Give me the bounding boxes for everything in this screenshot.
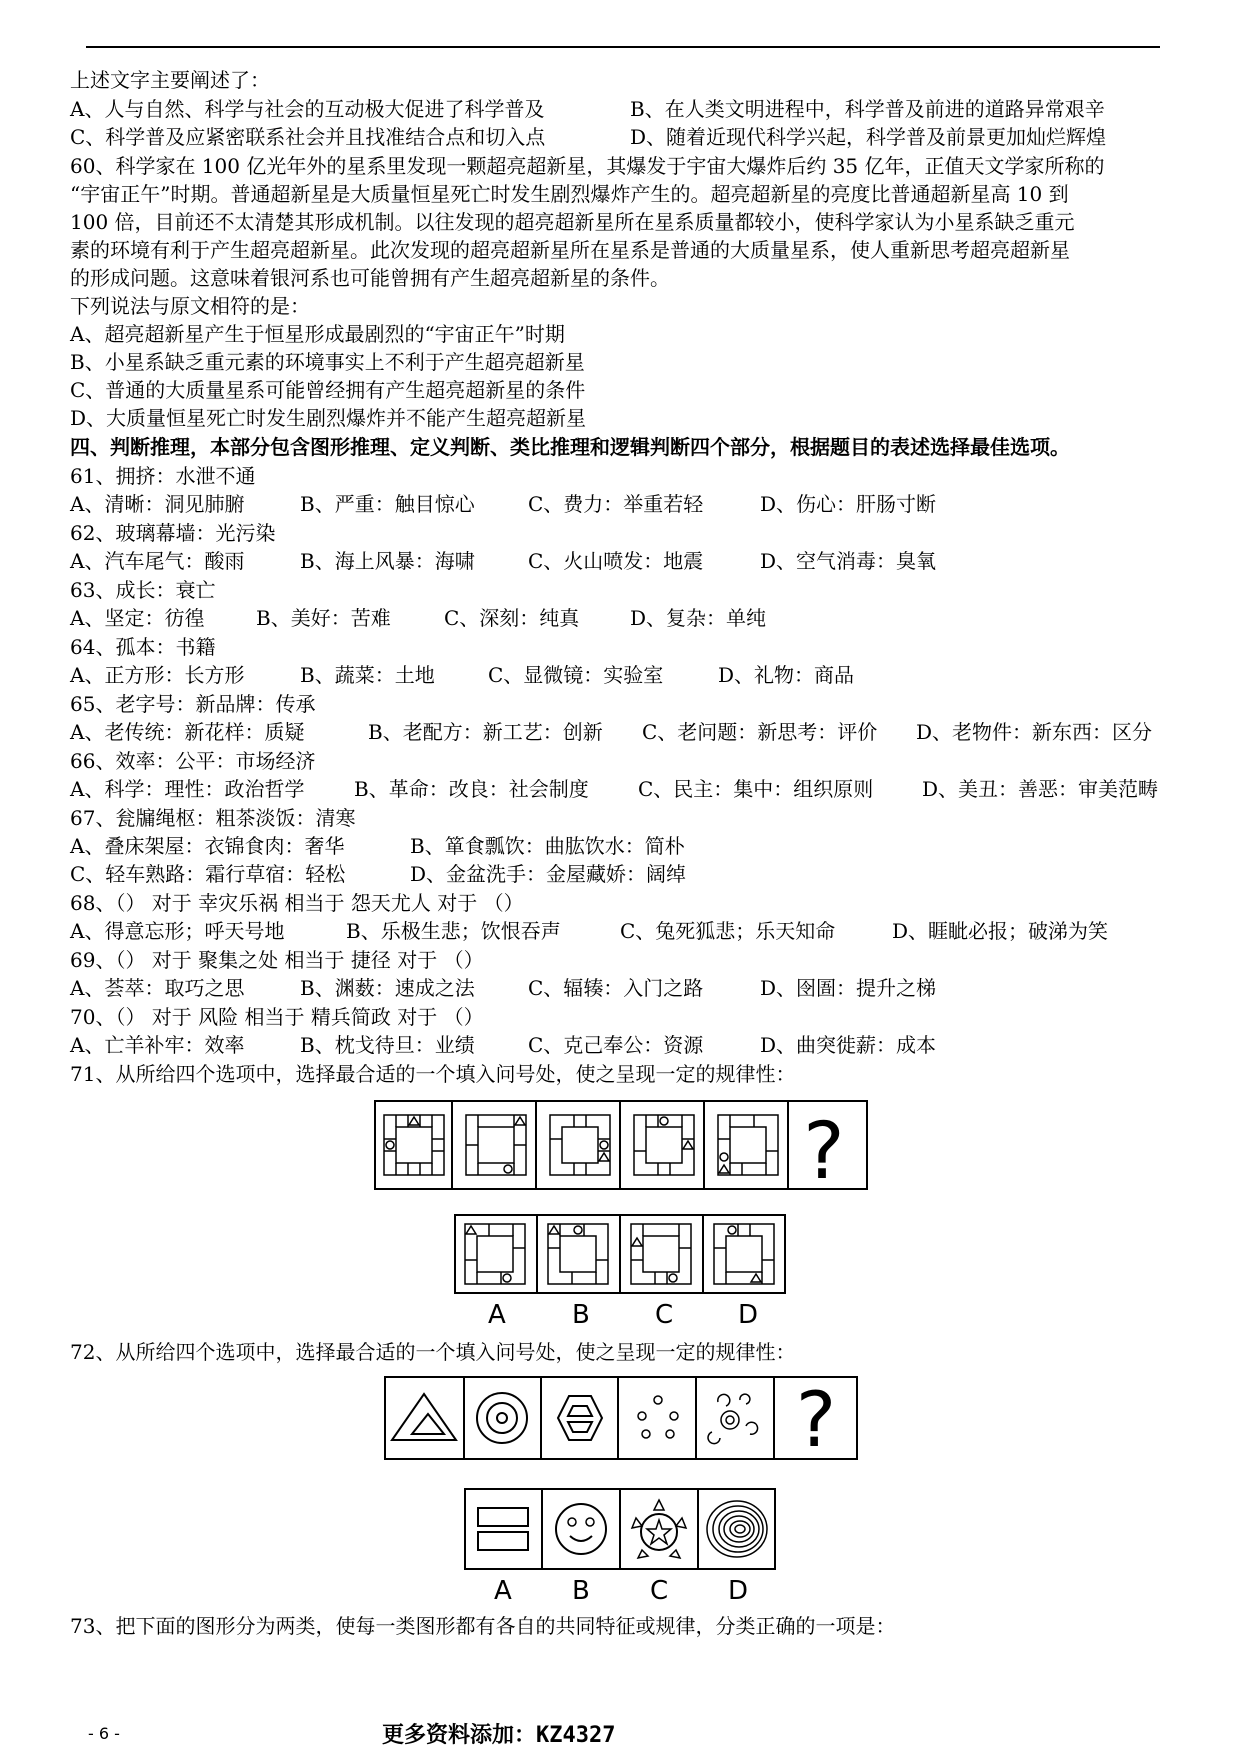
q68-option-c[interactable]: C、兔死狐悲；乐天知命: [620, 919, 836, 943]
q69-option-c[interactable]: C、辐辏：入门之路: [528, 976, 704, 1000]
q62-option-d[interactable]: D、空气消毒：臭氧: [760, 549, 937, 573]
q71-option-c-figure: [631, 1224, 691, 1284]
q63-option-a[interactable]: A、坚定：彷徨: [70, 606, 205, 630]
q61-option-c[interactable]: C、费力：举重若轻: [528, 492, 704, 516]
section-4-heading: 四、判断推理，本部分包含图形推理、定义判断、类比推理和逻辑判断四个部分，根据题目的表述选择最佳选项。: [70, 435, 1070, 459]
q72-label-d: D: [728, 1576, 749, 1606]
q67-option-b[interactable]: B、箪食瓢饮：曲肱饮水：简朴: [410, 834, 685, 858]
q67-option-c[interactable]: C、轻车熟路：霜行草宿：轻松: [70, 862, 346, 886]
q65-option-d[interactable]: D、老物件：新东西：区分: [916, 720, 1153, 744]
q72-label-a: A: [494, 1576, 512, 1606]
q68-stem: 68、（） 对于 幸灾乐祸 相当于 怨天尤人 对于 （）: [70, 891, 524, 915]
q62-option-a[interactable]: A、汽车尾气：酸雨: [70, 549, 245, 573]
q61-option-b[interactable]: B、严重：触目惊心: [300, 492, 475, 516]
q71-label-c: C: [655, 1300, 674, 1330]
q62-option-b[interactable]: B、海上风暴：海啸: [300, 549, 475, 573]
q61-option-a[interactable]: A、清晰：洞见肺腑: [70, 492, 245, 516]
q64-option-b[interactable]: B、蔬菜：土地: [300, 663, 435, 687]
q61-option-d[interactable]: D、伤心：肝肠寸断: [760, 492, 937, 516]
q71-label-b: B: [572, 1300, 590, 1330]
q60-passage-line: 的形成问题。这意味着银河系也可能曾拥有产生超亮超新星的条件。: [70, 266, 670, 290]
q59-option-a[interactable]: A、人与自然、科学与社会的互动极大促进了科学普及: [70, 97, 545, 121]
q73-stem: 73、把下面的图形分为两类，使每一类图形都有各自的共同特征或规律，分类正确的一项是：: [70, 1614, 896, 1638]
q72-stem: 72、从所给四个选项中，选择最合适的一个填入问号处，使之呈现一定的规律性：: [70, 1340, 796, 1364]
q62-option-c[interactable]: C、火山喷发：地震: [528, 549, 704, 573]
q60-passage-line: 素的环境有利于产生超亮超新星。此次发现的超亮超新星所在星系是普通的大质量星系，使人重新思考超亮超新星: [70, 238, 1070, 262]
q64-option-c[interactable]: C、显微镜：实验室: [488, 663, 664, 687]
q67-option-d[interactable]: D、金盆洗手：金屋藏娇：阔绰: [410, 862, 687, 886]
q72-sequence-figure: [384, 1375, 858, 1464]
q72-option-a-figure: [478, 1508, 528, 1550]
q65-option-b[interactable]: B、老配方：新工艺：创新: [368, 720, 603, 744]
q71-label-a: A: [488, 1300, 506, 1330]
q71-label-d: D: [738, 1300, 759, 1330]
q60-option-d[interactable]: D、大质量恒星死亡时发生剧烈爆炸并不能产生超亮超新星: [70, 406, 587, 430]
q62-stem: 62、玻璃幕墙：光污染: [70, 521, 276, 545]
q65-stem: 65、老字号：新品牌：传承: [70, 692, 316, 716]
q68-option-a[interactable]: A、得意忘形；呼天号地: [70, 919, 285, 943]
q71-options-figure[interactable]: [454, 1214, 786, 1294]
q63-option-b[interactable]: B、美好：苦难: [256, 606, 391, 630]
q66-option-c[interactable]: C、民主：集中：组织原则: [638, 777, 874, 801]
q66-option-b[interactable]: B、革命：改良：社会制度: [354, 777, 589, 801]
q71-stem: 71、从所给四个选项中，选择最合适的一个填入问号处，使之呈现一定的规律性：: [70, 1062, 796, 1086]
q59-option-d[interactable]: D、随着近现代科学兴起，科学普及前景更加灿烂辉煌: [630, 125, 1107, 149]
footer-note: 更多资料添加：KZ4327: [382, 1723, 616, 1748]
q61-stem: 61、拥挤：水泄不通: [70, 464, 256, 488]
q60-passage-line: “宇宙正午”时期。普通超新星是大质量恒星死亡时发生剧烈爆炸产生的。超亮超新星的亮度比普通超新星高 10 到: [70, 182, 1069, 206]
q60-option-a[interactable]: A、超亮超新星产生于恒星形成最剧烈的“宇宙正午”时期: [70, 322, 565, 346]
q64-option-d[interactable]: D、礼物：商品: [718, 663, 855, 687]
q68-option-b[interactable]: B、乐极生悲；饮恨吞声: [346, 919, 561, 943]
q64-option-a[interactable]: A、正方形：长方形: [70, 663, 245, 687]
q65-option-c[interactable]: C、老问题：新思考：评价: [642, 720, 878, 744]
q72-label-c: C: [650, 1576, 669, 1606]
q71-option-d-figure: [714, 1224, 774, 1284]
q70-option-d[interactable]: D、曲突徙薪：成本: [760, 1033, 937, 1057]
q60-option-b[interactable]: B、小星系缺乏重元素的环境事实上不利于产生超亮超新星: [70, 350, 585, 374]
q72-options-figure[interactable]: [464, 1488, 776, 1570]
q59-stem: 上述文字主要阐述了：: [70, 68, 270, 92]
q72-question-mark: ?: [795, 1375, 837, 1464]
q59-option-c[interactable]: C、科学普及应紧密联系社会并且找准结合点和切入点: [70, 125, 546, 149]
q66-option-a[interactable]: A、科学：理性：政治哲学: [70, 777, 305, 801]
q69-option-d[interactable]: D、囹圄：提升之梯: [760, 976, 937, 1000]
q66-option-d[interactable]: D、美丑：善恶：审美范畴: [922, 777, 1159, 801]
q60-passage-line: 60、科学家在 100 亿光年外的星系里发现一颗超亮超新星，其爆发于宇宙大爆炸后约 35 亿年，正值天文学家所称的: [70, 154, 1105, 178]
q69-option-b[interactable]: B、渊薮：速成之法: [300, 976, 475, 1000]
q69-option-a[interactable]: A、荟萃：取巧之思: [70, 976, 245, 1000]
q59-option-b[interactable]: B、在人类文明进程中，科学普及前进的道路异常艰辛: [630, 97, 1105, 121]
q65-option-a[interactable]: A、老传统：新花样：质疑: [70, 720, 305, 744]
q72-option-b-figure: [556, 1504, 606, 1554]
q66-stem: 66、效率：公平：市场经济: [70, 749, 316, 773]
q70-stem: 70、（） 对于 风险 相当于 精兵简政 对于 （）: [70, 1005, 484, 1029]
q60-passage-line: 100 倍，目前还不太清楚其形成机制。以往发现的超亮超新星所在星系质量都较小，使科学家认为小星系缺乏重元: [70, 210, 1075, 234]
q71-option-b-figure: [548, 1224, 608, 1284]
q70-option-a[interactable]: A、亡羊补牢：效率: [70, 1033, 245, 1057]
page-number: - 6 -: [88, 1724, 120, 1743]
q71-option-a-figure: [465, 1224, 525, 1284]
q70-option-b[interactable]: B、枕戈待旦：业绩: [300, 1033, 475, 1057]
q64-stem: 64、孤本：书籍: [70, 635, 216, 659]
q63-option-d[interactable]: D、复杂：单纯: [630, 606, 767, 630]
q67-stem: 67、瓮牖绳枢：粗茶淡饭：清寒: [70, 806, 356, 830]
q68-option-d[interactable]: D、睚眦必报；破涕为笑: [892, 919, 1109, 943]
q72-label-b: B: [572, 1576, 590, 1606]
q71-sequence-figure: [374, 1100, 868, 1197]
q60-option-c[interactable]: C、普通的大质量星系可能曾经拥有产生超亮超新星的条件: [70, 378, 586, 402]
q70-option-c[interactable]: C、克己奉公：资源: [528, 1033, 704, 1057]
q69-stem: 69、（） 对于 聚集之处 相当于 捷径 对于 （）: [70, 948, 484, 972]
q72-option-d-figure: [707, 1501, 767, 1557]
q60-question: 下列说法与原文相符的是：: [70, 294, 310, 318]
q63-option-c[interactable]: C、深刻：纯真: [444, 606, 580, 630]
q72-option-c-figure: [632, 1500, 686, 1558]
q71-question-mark: ?: [803, 1107, 845, 1197]
header-rule: [86, 46, 1160, 48]
q63-stem: 63、成长：衰亡: [70, 578, 216, 602]
q67-option-a[interactable]: A、叠床架屋：衣锦食肉：奢华: [70, 834, 345, 858]
